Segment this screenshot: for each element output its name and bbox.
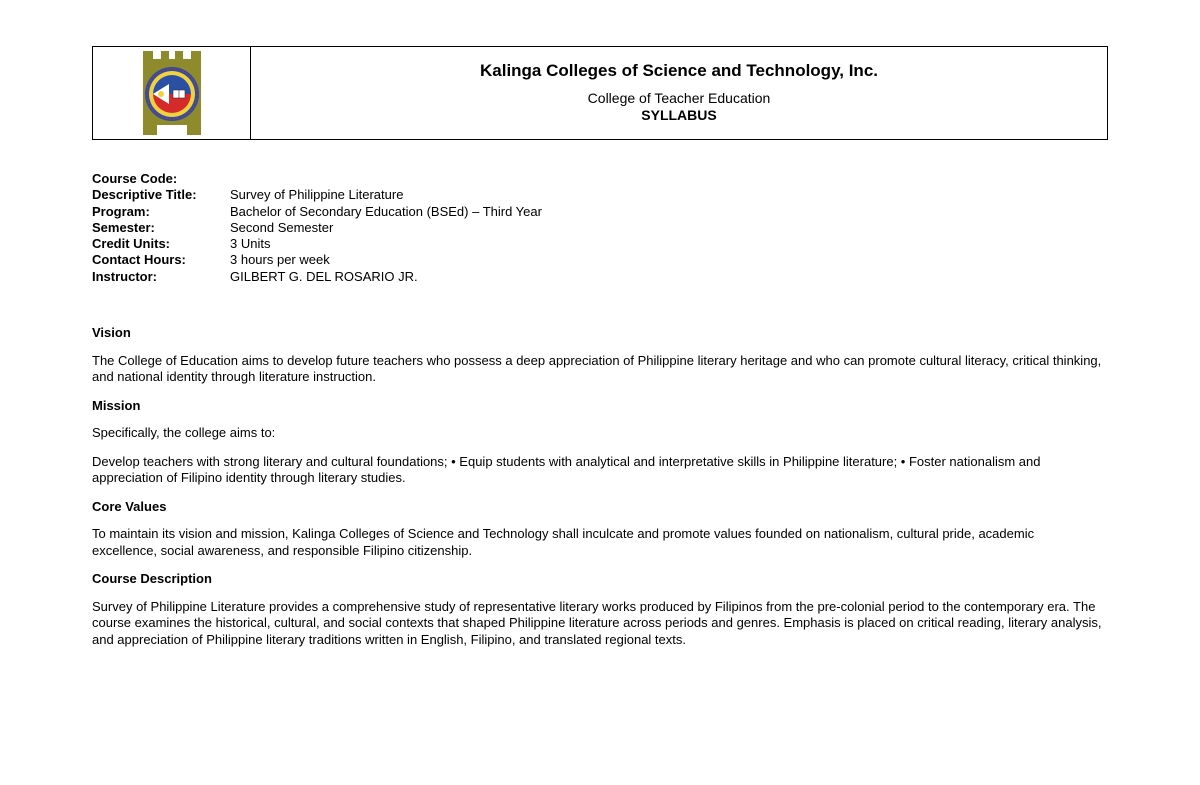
info-value: 3 hours per week: [230, 252, 330, 268]
info-row-course-code: [92, 171, 542, 187]
info-label: Course Code:: [92, 171, 178, 186]
info-value: Second Semester: [230, 219, 334, 235]
core-values-text: To maintain its vision and mission, Kalinga Colleges of Science and Technology shall inculcate and promote values founded on nationalism, cultural pride, academic excellence, social awareness, and responsible Filipino citizenship.: [92, 526, 1035, 558]
document-type: SYLLABUS: [641, 107, 717, 123]
info-label: Instructor:: [92, 268, 157, 284]
info-value: GILBERT G. DEL ROSARIO JR.: [230, 268, 418, 284]
title-cell: [251, 47, 1107, 139]
info-value: 3 Units: [230, 236, 271, 252]
info-row-semester: [92, 220, 542, 236]
core-values-heading: Core Values: [92, 498, 167, 514]
info-label: Descriptive Title:: [92, 187, 197, 203]
syllabus-content: [92, 325, 1102, 660]
info-label: Semester:: [92, 219, 155, 235]
course-description-text: Survey of Philippine Literature provides a comprehensive study of representative literary works produced by Filipinos from the pre-colonial period to the contemporary era. The course examines the historical, cultural, and social contexts that shaped Philippine literature across periods and genres. Emphasis is placed on critical reading, literary analysis, and appreciation of Philippine literary traditions written in English, Filipino, and translated regional texts.: [92, 598, 1102, 647]
info-value: Bachelor of Secondary Education (BSEd) – Third Year: [230, 203, 542, 219]
info-value: Survey of Philippine Literature: [230, 187, 404, 203]
info-row-credit-units: [92, 236, 542, 252]
mission-heading: Mission: [92, 397, 141, 413]
info-row-instructor: [92, 269, 542, 285]
vision-text: The College of Education aims to develop future teachers who possess a deep appreciation of Philippine literary heritage and who can promote cultural literacy, critical thinking, and national identity through literature instruction.: [92, 352, 1102, 384]
header-table: [92, 46, 1108, 140]
info-row-descriptive-title: [92, 187, 542, 203]
info-label: Credit Units:: [92, 236, 170, 252]
institution-name: Kalinga Colleges of Science and Technology, Inc.: [479, 61, 878, 80]
logo-cell: [93, 47, 251, 139]
info-label: Program:: [92, 203, 150, 219]
college-name: College of Teacher Education: [587, 90, 771, 106]
info-row-program: [92, 204, 542, 220]
course-description-heading: Course Description: [92, 571, 212, 586]
mission-intro: Specifically, the college aims to:: [92, 425, 276, 440]
kcst-seal-logo-icon: [139, 49, 205, 137]
vision-heading: Vision: [92, 325, 131, 340]
mission-text: Develop teachers with strong literary and cultural foundations; • Equip students with analytical and interpretative skills in Philippine literature; • Foster nationalism and appreciation of Filipino identity through literary studies.: [92, 453, 1041, 485]
info-row-contact-hours: [92, 252, 542, 268]
course-info: [92, 171, 542, 285]
info-label: Contact Hours:: [92, 252, 186, 268]
